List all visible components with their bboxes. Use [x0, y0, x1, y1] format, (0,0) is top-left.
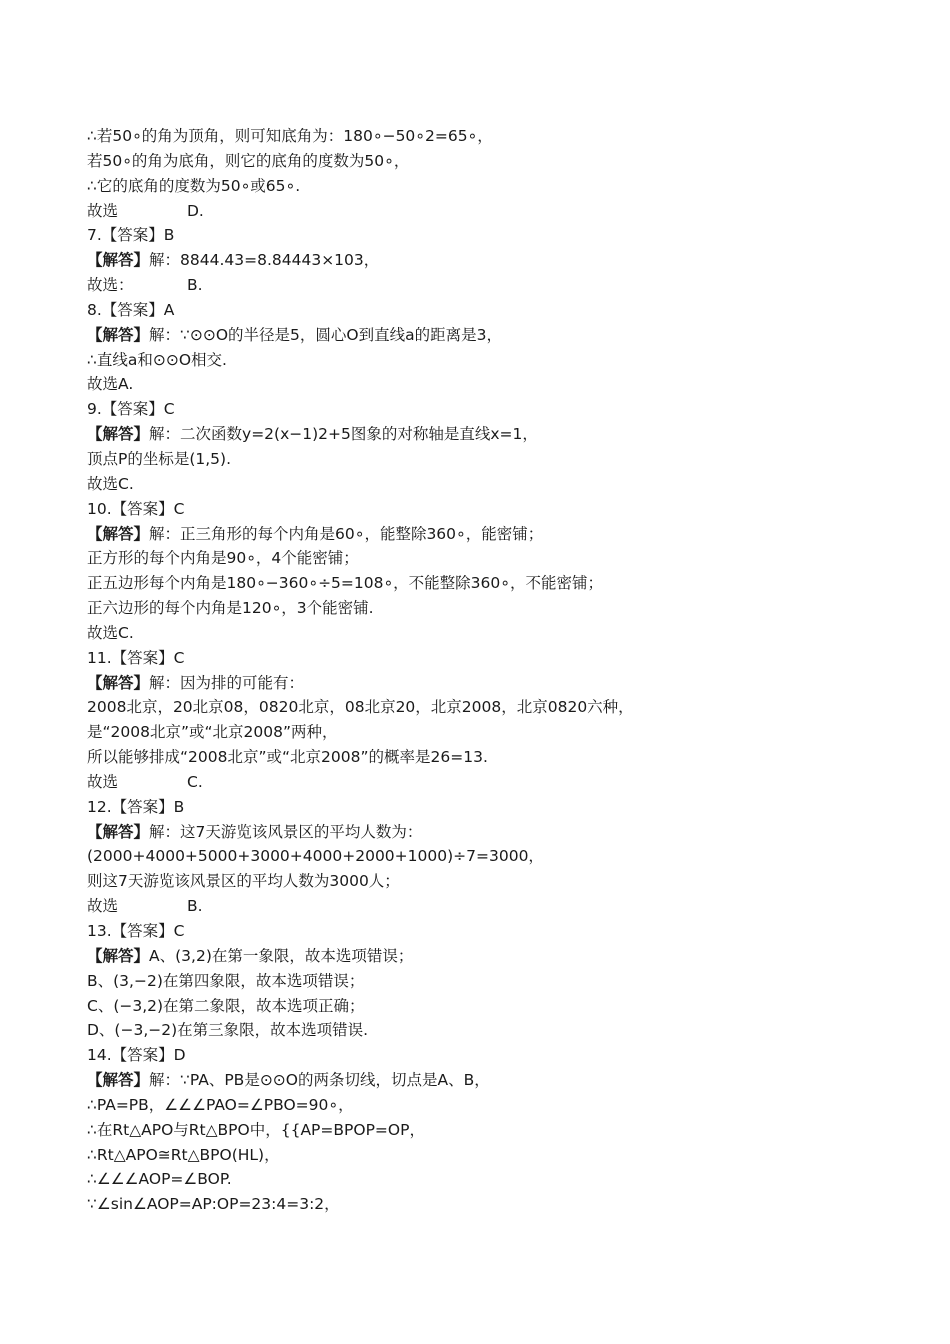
solution-label: 【解答】 — [87, 822, 150, 841]
text-line — [87, 149, 867, 174]
answer-text-body — [87, 124, 867, 1217]
text-line — [87, 348, 867, 373]
choice-label: 故选： — [87, 276, 134, 295]
solution-label: 【解答】 — [87, 524, 150, 543]
line-text: ∴∠∠∠AOP=∠BOP. — [87, 1170, 232, 1189]
line-text: 解：二次函数y=2(x−1)2+5图象的对称轴是直线x=1， — [149, 425, 538, 444]
text-line — [87, 820, 867, 845]
line-text: C、(−3,2)在第二象限，故本选项正确； — [87, 996, 365, 1015]
text-line — [87, 646, 867, 671]
text-line — [87, 571, 867, 596]
line-text: ∴它的底角的度数为50∘或65∘. — [87, 176, 301, 195]
line-text: 7.【答案】B — [87, 226, 175, 245]
line-text: (2000+4000+5000+3000+4000+2000+1000)÷7=3000， — [87, 847, 544, 866]
text-line — [87, 894, 867, 919]
text-line — [87, 522, 867, 547]
line-text: 13.【答案】C — [87, 922, 185, 940]
line-text: A、(3,2)在第一象限，故本选项错误； — [149, 946, 414, 965]
text-line — [87, 969, 867, 994]
line-text: 故选C. — [87, 623, 134, 642]
text-line — [87, 124, 867, 149]
solution-label: 【解答】 — [87, 425, 150, 444]
text-line — [87, 546, 867, 571]
text-line — [87, 248, 867, 273]
text-line — [87, 1043, 867, 1068]
line-text: ∴Rt△APO≅Rt△BPO(HL)， — [87, 1145, 280, 1164]
text-line — [87, 621, 867, 646]
text-line — [87, 1143, 867, 1168]
text-line — [87, 447, 867, 472]
text-line — [87, 323, 867, 348]
line-text: 9.【答案】C — [87, 400, 175, 419]
text-line — [87, 372, 867, 397]
line-text: 正六边形的每个内角是120∘，3个能密铺. — [87, 599, 374, 618]
text-line — [87, 223, 867, 248]
text-line — [87, 174, 867, 199]
line-text: 所以能够排成“2008北京”或“北京2008”的概率是26=13. — [87, 748, 488, 767]
line-text: 12.【答案】B — [87, 797, 185, 816]
line-text: 正五边形每个内角是180∘−360∘÷5=108∘，不能整除360∘，不能密铺； — [87, 574, 603, 593]
line-text: ∵∠sin∠AOP=AP:OP=23:4=3:2， — [87, 1195, 340, 1214]
text-line — [87, 770, 867, 795]
line-text: 解：正三角形的每个内角是60∘，能整除360∘，能密铺； — [149, 524, 544, 543]
text-line — [87, 472, 867, 497]
line-text: 若50∘的角为底角，则它的底角的度数为50∘， — [87, 151, 410, 170]
line-text: 10.【答案】C — [87, 499, 185, 518]
text-line — [87, 199, 867, 224]
text-line — [87, 422, 867, 447]
line-text: 解：8844.43=8.84443×103， — [149, 251, 380, 270]
solution-label: 【解答】 — [87, 673, 150, 692]
text-line — [87, 1068, 867, 1093]
text-line — [87, 298, 867, 323]
text-line — [87, 695, 867, 720]
text-line — [87, 1118, 867, 1143]
text-line — [87, 1192, 867, 1217]
text-line — [87, 1167, 867, 1192]
line-text: 是“2008北京”或“北京2008”两种， — [87, 723, 338, 742]
line-text: 14.【答案】D — [87, 1046, 186, 1065]
text-line — [87, 497, 867, 522]
line-text: C. — [187, 772, 203, 791]
text-line — [87, 671, 867, 696]
line-text: 解：∵⊙⊙O的半径是5，圆心O到直线a的距离是3， — [149, 325, 502, 344]
line-text: 故选C. — [87, 474, 134, 493]
solution-label: 【解答】 — [87, 325, 150, 344]
choice-label: 故选 — [87, 201, 119, 220]
line-text: ∴PA=PB，∠∠∠PAO=∠PBO=90∘， — [87, 1095, 354, 1114]
line-text: 8.【答案】A — [87, 300, 175, 319]
solution-label: 【解答】 — [87, 251, 150, 270]
line-text: D. — [187, 201, 204, 220]
line-text: B. — [187, 897, 203, 916]
text-line — [87, 1018, 867, 1043]
line-text: 正方形的每个内角是90∘，4个能密铺； — [87, 549, 359, 568]
line-text: 解：这7天游览该风景区的平均人数为： — [149, 822, 423, 841]
text-line — [87, 745, 867, 770]
line-text: ∴直线a和⊙⊙O相交. — [87, 350, 227, 369]
text-line — [87, 844, 867, 869]
text-line — [87, 1093, 867, 1118]
text-line — [87, 869, 867, 894]
text-line — [87, 795, 867, 820]
line-text: ∴在Rt△APO与Rt△BPO中，{{AP=BPOP=OP， — [87, 1120, 425, 1139]
text-line — [87, 994, 867, 1019]
line-text: ∴若50∘的角为顶角，则可知底角为：180∘−50∘2=65∘， — [87, 127, 493, 145]
text-line — [87, 944, 867, 969]
text-line — [87, 397, 867, 422]
line-text: 顶点P的坐标是(1,5). — [87, 449, 232, 468]
line-text: 则这7天游览该风景区的平均人数为3000人； — [87, 872, 400, 891]
solution-label: 【解答】 — [87, 946, 150, 965]
choice-label: 故选 — [87, 897, 119, 916]
line-text: 解：∵PA、PB是⊙⊙O的两条切线，切点是A、B， — [149, 1071, 490, 1090]
text-line — [87, 273, 867, 298]
choice-label: 故选 — [87, 772, 119, 791]
line-text: B、(3,−2)在第四象限，故本选项错误； — [87, 971, 365, 990]
text-line — [87, 596, 867, 621]
line-text: 故选A. — [87, 375, 134, 394]
line-text: 2008北京，20北京08，0820北京，08北京20，北京2008，北京0820六种， — [87, 698, 634, 717]
line-text: 11.【答案】C — [87, 648, 185, 667]
line-text: 解：因为排的可能有： — [149, 673, 305, 692]
line-text: B. — [187, 276, 203, 295]
text-line — [87, 919, 867, 944]
line-text: D、(−3,−2)在第三象限，故本选项错误. — [87, 1021, 369, 1040]
text-line — [87, 720, 867, 745]
solution-label: 【解答】 — [87, 1071, 150, 1090]
